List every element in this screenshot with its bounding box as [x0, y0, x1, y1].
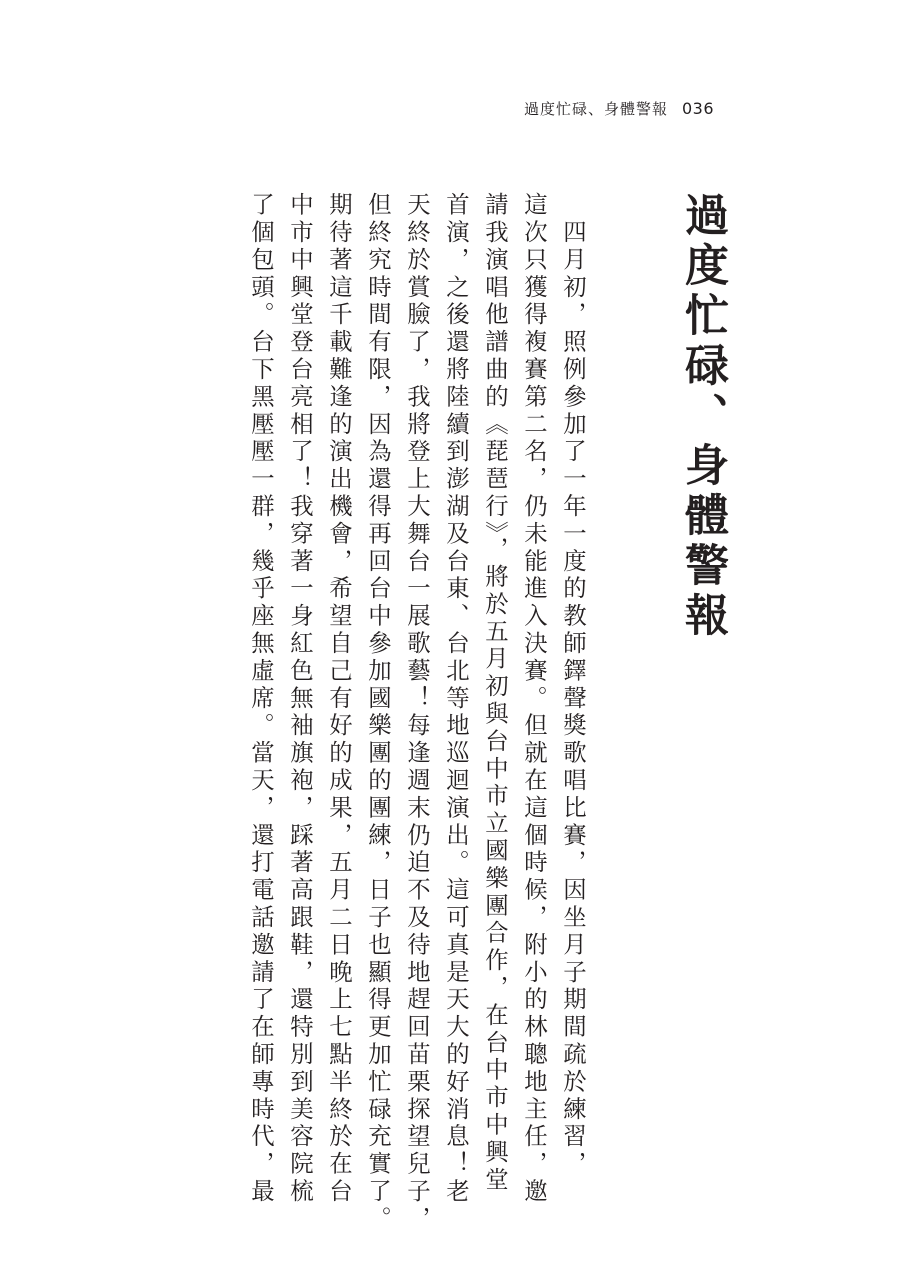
text-column-3: 請我演唱他譜曲的《琵琶行》，將於五月初與台中市立國樂團合作，在台中市中興堂 — [481, 192, 509, 1195]
running-header-title: 過度忙碌、身體警報 — [523, 100, 668, 118]
text-column-4: 首演，之後還將陸續到澎湖及台東、台北等地巡迴演出。這可真是天大的好消息！老 — [442, 192, 470, 1206]
running-header — [524, 98, 714, 119]
text-column-9: 了個包頭。台下黑壓壓一群，幾乎座無虛席。當天，還打電話邀請了在師專時代，最 — [247, 192, 275, 1206]
text-column-1: 四月初，照例參加了一年一度的教師鐸聲獎歌唱比賽，因坐月子期間疏於練習， — [559, 192, 587, 1179]
text-column-5: 天終於賞臉了，我將登上大舞台一展歌藝！每逢週末仍迫不及待地趕回苗栗探望兒子， — [403, 192, 431, 1234]
page-number: 036 — [681, 99, 714, 118]
text-column-2: 這次只獲得複賽第二名，仍未能進入決賽。但就在這個時候，附小的林聰地主任，邀 — [520, 192, 548, 1206]
chapter-title: 過度忙碌、身體警報 — [677, 192, 728, 642]
body-text — [202, 192, 592, 1234]
text-column-8: 中市中興堂登台亮相了！我穿著一身紅色無袖旗袍，踩著高跟鞋，還特別到美容院梳 — [286, 192, 314, 1206]
text-column-6: 但終究時間有限，因為還得再回台中參加國樂團的團練，日子也顯得更加忙碌充實了。 — [364, 192, 392, 1234]
text-column-7: 期待著這千載難逢的演出機會，希望自己有好的成果，五月二日晚上七點半終於在台 — [325, 192, 353, 1206]
